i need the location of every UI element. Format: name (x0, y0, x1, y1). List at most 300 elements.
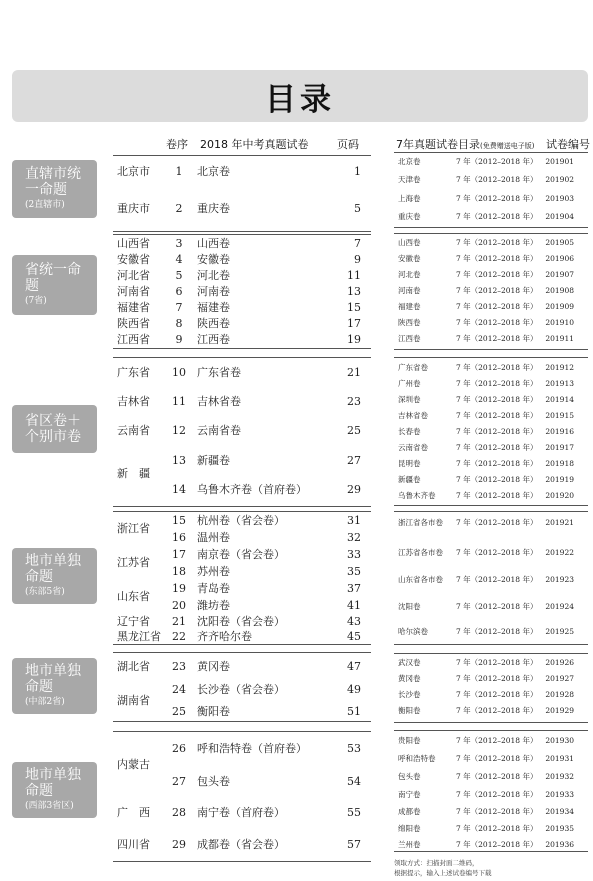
catalog-code: 201909 (545, 302, 574, 311)
province-name: 辽宁省 (117, 615, 150, 628)
catalog-row (394, 192, 588, 206)
catalog-row (394, 425, 588, 439)
province-name: 新 疆 (117, 467, 150, 480)
page-number: 25 (347, 424, 361, 437)
catalog-row (394, 377, 588, 391)
catalog-period: 7 年（2012–2018 年） (456, 395, 538, 404)
catalog-name: 云南省卷 (398, 443, 428, 452)
section-sub: (7省) (25, 296, 47, 306)
paper-name: 温州卷 (197, 531, 230, 544)
catalog-code: 201906 (545, 254, 574, 263)
catalog-row (394, 210, 588, 224)
catalog-code: 201908 (545, 286, 574, 295)
catalog-period: 7 年（2012–2018 年） (456, 379, 538, 388)
paper-row (113, 598, 371, 614)
catalog-name: 江西卷 (398, 334, 421, 343)
province-name: 山东省 (117, 590, 150, 603)
province-name: 广东省 (117, 366, 150, 379)
catalog-row (394, 805, 588, 819)
paper-name: 河北卷 (197, 269, 230, 282)
paper-number: 16 (172, 531, 186, 544)
paper-name: 新疆卷 (197, 454, 230, 467)
section-name: 地市单独 (25, 663, 81, 679)
catalog-row (394, 838, 588, 852)
catalog-code: 201918 (545, 459, 574, 468)
catalog-period: 7 年（2012–2018 年） (456, 254, 538, 263)
catalog-code: 201914 (545, 395, 574, 404)
download-instructions (394, 858, 590, 878)
paper-number: 4 (175, 253, 183, 266)
paper-name: 长沙卷（省会卷） (197, 683, 285, 696)
province-name: 北京市 (117, 165, 150, 178)
catalog-period: 7 年（2012–2018 年） (456, 548, 538, 557)
catalog-code: 201926 (545, 658, 574, 667)
paper-number: 10 (172, 366, 186, 379)
province-name: 黑龙江省 (117, 630, 161, 643)
catalog-period: 7 年（2012–2018 年） (456, 772, 538, 781)
catalog-period: 7 年（2012–2018 年） (456, 790, 538, 799)
header-page: 页码 (337, 138, 359, 151)
paper-number: 29 (172, 838, 186, 851)
catalog-name: 山西卷 (398, 238, 421, 247)
header-catalog-title: 7年真题试卷目录 (396, 138, 480, 151)
paper-name: 广东省卷 (197, 366, 241, 379)
paper-group (113, 234, 371, 349)
catalog-name: 深圳卷 (398, 395, 421, 404)
catalog-name: 绵阳卷 (398, 824, 421, 833)
catalog-row (394, 236, 588, 250)
page-number: 33 (347, 548, 361, 561)
catalog-code: 201912 (545, 363, 574, 372)
page-number: 57 (347, 838, 361, 851)
paper-row (113, 774, 371, 790)
paper-name: 苏州卷 (197, 565, 230, 578)
page-number: 17 (347, 317, 361, 330)
section-name: 省区卷＋ (25, 413, 81, 429)
paper-row (113, 300, 371, 316)
catalog-name: 上海卷 (398, 194, 421, 203)
catalog-period: 7 年（2012–2018 年） (456, 459, 538, 468)
section-sub: (西部3省区) (25, 801, 74, 811)
catalog-name: 昆明卷 (398, 459, 421, 468)
catalog-code: 201903 (545, 194, 574, 203)
catalog-row (394, 173, 588, 187)
catalog-period: 7 年（2012–2018 年） (456, 840, 538, 849)
paper-number: 3 (175, 237, 183, 250)
catalog-row (394, 704, 588, 718)
catalog-period: 7 年（2012–2018 年） (456, 674, 538, 683)
page-number: 53 (347, 742, 361, 755)
page-number: 7 (354, 237, 361, 250)
paper-group (113, 357, 371, 507)
catalog-row (394, 600, 588, 614)
paper-row (113, 530, 371, 546)
catalog-code: 201928 (545, 690, 574, 699)
catalog-code: 201927 (545, 674, 574, 683)
catalog-period: 7 年（2012–2018 年） (456, 212, 538, 221)
section-label (12, 160, 97, 218)
paper-number: 28 (172, 806, 186, 819)
paper-number: 26 (172, 742, 186, 755)
page-number: 13 (347, 285, 361, 298)
province-name: 安徽省 (117, 253, 150, 266)
paper-name: 南宁卷（首府卷） (197, 806, 285, 819)
paper-number: 13 (172, 454, 186, 467)
paper-name: 云南省卷 (197, 424, 241, 437)
catalog-name: 长春卷 (398, 427, 421, 436)
section-name: 命题 (25, 569, 53, 585)
page-number: 23 (347, 395, 361, 408)
page-number: 31 (347, 514, 361, 527)
instruction-line: 根据提示，输入上述试卷编号下载 (394, 869, 492, 877)
province-name: 湖南省 (117, 694, 150, 707)
catalog-name: 福建卷 (398, 302, 421, 311)
paper-row (113, 332, 371, 348)
page-title: 目录 (265, 81, 335, 118)
paper-number: 22 (172, 630, 186, 643)
province-name: 福建省 (117, 301, 150, 314)
province-name: 重庆市 (117, 202, 150, 215)
page-number: 21 (347, 366, 361, 379)
province-name: 广 西 (117, 806, 150, 819)
catalog-period: 7 年（2012–2018 年） (456, 270, 538, 279)
catalog-code: 201936 (545, 840, 574, 849)
catalog-code: 201905 (545, 238, 574, 247)
catalog-period: 7 年（2012–2018 年） (456, 411, 538, 420)
section-name: 一命题 (25, 182, 67, 198)
catalog-code: 201929 (545, 706, 574, 715)
paper-name: 成都卷（省会卷） (197, 838, 285, 851)
catalog-row (394, 788, 588, 802)
page-number: 11 (347, 269, 361, 282)
paper-row (113, 394, 371, 410)
page-number: 55 (347, 806, 361, 819)
catalog-row (394, 770, 588, 784)
section-name: 命题 (25, 783, 53, 799)
catalog-period: 7 年（2012–2018 年） (456, 627, 538, 636)
section-sub: (2直辖市) (25, 200, 65, 210)
catalog-period: 7 年（2012–2018 年） (456, 157, 538, 166)
paper-name: 青岛卷 (197, 582, 230, 595)
section-label (12, 762, 97, 818)
page-number: 37 (347, 582, 361, 595)
paper-number: 1 (175, 165, 183, 178)
paper-number: 19 (172, 582, 186, 595)
section-name: 省统一命 (25, 262, 81, 278)
catalog-code: 201901 (545, 157, 574, 166)
catalog-name: 河北卷 (398, 270, 421, 279)
catalog-name: 江苏省各市卷 (398, 548, 443, 557)
page-number: 1 (354, 165, 361, 178)
paper-name: 安徽卷 (197, 253, 230, 266)
paper-row (113, 252, 371, 268)
paper-row (113, 837, 371, 853)
catalog-period: 7 年（2012–2018 年） (456, 302, 538, 311)
catalog-name: 重庆卷 (398, 212, 421, 221)
paper-number: 6 (175, 285, 183, 298)
paper-name: 齐齐哈尔卷 (197, 630, 252, 643)
paper-row (113, 236, 371, 252)
catalog-code: 201911 (545, 334, 574, 343)
paper-row (113, 201, 371, 217)
province-name: 陕西省 (117, 317, 150, 330)
catalog-name: 呼和浩特卷 (398, 754, 436, 763)
catalog-row (394, 734, 588, 748)
province-name: 河南省 (117, 285, 150, 298)
catalog-period: 7 年（2012–2018 年） (456, 238, 538, 247)
paper-name: 潍坊卷 (197, 599, 230, 612)
catalog-group (394, 233, 588, 350)
paper-group (113, 511, 371, 645)
catalog-code: 201920 (545, 491, 574, 500)
catalog-row (394, 316, 588, 330)
catalog-period: 7 年（2012–2018 年） (456, 491, 538, 500)
paper-name: 北京卷 (197, 165, 230, 178)
paper-row (113, 704, 371, 720)
catalog-row (394, 300, 588, 314)
catalog-name: 武汉卷 (398, 658, 421, 667)
paper-name: 江西卷 (197, 333, 230, 346)
catalog-code: 201919 (545, 475, 574, 484)
catalog-row (394, 516, 588, 530)
paper-row (113, 741, 371, 757)
header-catalog (396, 136, 534, 152)
catalog-name: 兰州卷 (398, 840, 421, 849)
catalog-row (394, 688, 588, 702)
section-sub: (东部5省) (25, 587, 65, 597)
title-banner (12, 70, 588, 122)
paper-number: 17 (172, 548, 186, 561)
catalog-period: 7 年（2012–2018 年） (456, 475, 538, 484)
page-number: 35 (347, 565, 361, 578)
paper-name: 乌鲁木齐卷（首府卷） (197, 483, 307, 496)
paper-name: 沈阳卷（省会卷） (197, 615, 285, 628)
catalog-row (394, 268, 588, 282)
catalog-row (394, 573, 588, 587)
catalog-code: 201916 (545, 427, 574, 436)
province-name: 四川省 (117, 838, 150, 851)
catalog-code: 201930 (545, 736, 574, 745)
catalog-code: 201922 (545, 548, 574, 557)
paper-number: 15 (172, 514, 186, 527)
catalog-group (394, 511, 588, 645)
catalog-period: 7 年（2012–2018 年） (456, 736, 538, 745)
catalog-row (394, 457, 588, 471)
paper-number: 23 (172, 660, 186, 673)
paper-name: 黄冈卷 (197, 660, 230, 673)
catalog-period: 7 年（2012–2018 年） (456, 824, 538, 833)
catalog-name: 浙江省各市卷 (398, 518, 443, 527)
catalog-code: 201934 (545, 807, 574, 816)
catalog-row (394, 361, 588, 375)
paper-number: 24 (172, 683, 186, 696)
catalog-period: 7 年（2012–2018 年） (456, 658, 538, 667)
catalog-code: 201917 (545, 443, 574, 452)
paper-row (113, 268, 371, 284)
paper-row (113, 284, 371, 300)
catalog-period: 7 年（2012–2018 年） (456, 175, 538, 184)
section-name: 地市单独 (25, 553, 81, 569)
catalog-group (394, 653, 588, 723)
catalog-name: 河南卷 (398, 286, 421, 295)
catalog-group (394, 152, 588, 228)
catalog-code: 201932 (545, 772, 574, 781)
paper-row (113, 564, 371, 580)
paper-number: 5 (175, 269, 183, 282)
paper-name: 包头卷 (197, 775, 230, 788)
catalog-period: 7 年（2012–2018 年） (456, 286, 538, 295)
paper-row (113, 423, 371, 439)
catalog-name: 衡阳卷 (398, 706, 421, 715)
catalog-name: 广州卷 (398, 379, 421, 388)
catalog-code: 201907 (545, 270, 574, 279)
page-number: 9 (354, 253, 361, 266)
paper-name: 呼和浩特卷（首府卷） (197, 742, 307, 755)
catalog-name: 山东省各市卷 (398, 575, 443, 584)
paper-number: 12 (172, 424, 186, 437)
catalog-name: 乌鲁木齐卷 (398, 491, 436, 500)
paper-row (113, 164, 371, 180)
paper-name: 衡阳卷 (197, 705, 230, 718)
catalog-period: 7 年（2012–2018 年） (456, 690, 538, 699)
catalog-code: 201910 (545, 318, 574, 327)
catalog-name: 长沙卷 (398, 690, 421, 699)
province-name: 江西省 (117, 333, 150, 346)
catalog-group (394, 357, 588, 506)
catalog-name: 黄冈卷 (398, 674, 421, 683)
catalog-period: 7 年（2012–2018 年） (456, 318, 538, 327)
paper-number: 8 (175, 317, 183, 330)
catalog-row (394, 284, 588, 298)
catalog-name: 新疆卷 (398, 475, 421, 484)
catalog-code: 201924 (545, 602, 574, 611)
catalog-name: 贵阳卷 (398, 736, 421, 745)
catalog-name: 南宁卷 (398, 790, 421, 799)
catalog-code: 201921 (545, 518, 574, 527)
catalog-name: 沈阳卷 (398, 602, 421, 611)
page-number: 5 (354, 202, 361, 215)
catalog-name: 包头卷 (398, 772, 421, 781)
page-number: 29 (347, 483, 361, 496)
paper-group (113, 652, 371, 722)
catalog-row (394, 546, 588, 560)
catalog-code: 201902 (545, 175, 574, 184)
paper-row (113, 466, 371, 482)
section-sub: (中部2省) (25, 697, 65, 707)
paper-row (113, 482, 371, 498)
page-number: 41 (347, 599, 361, 612)
province-name: 内蒙古 (117, 758, 150, 771)
catalog-code: 201935 (545, 824, 574, 833)
paper-row (113, 805, 371, 821)
page-number: 43 (347, 615, 361, 628)
catalog-period: 7 年（2012–2018 年） (456, 706, 538, 715)
page-number: 27 (347, 454, 361, 467)
header-catalog-note: (免费赠送电子版) (480, 142, 535, 150)
paper-name: 重庆卷 (197, 202, 230, 215)
catalog-row (394, 625, 588, 639)
catalog-period: 7 年（2012–2018 年） (456, 518, 538, 527)
paper-name: 河南卷 (197, 285, 230, 298)
page-number: 49 (347, 683, 361, 696)
catalog-name: 广东省卷 (398, 363, 428, 372)
paper-number: 2 (175, 202, 183, 215)
catalog-name: 安徽卷 (398, 254, 421, 263)
paper-name: 山西卷 (197, 237, 230, 250)
section-name: 题 (25, 278, 39, 294)
paper-row (113, 614, 371, 630)
paper-group (113, 155, 371, 232)
instruction-line: 领取方式：扫描封面二维码， (394, 859, 479, 867)
catalog-period: 7 年（2012–2018 年） (456, 575, 538, 584)
province-name: 浙江省 (117, 522, 150, 535)
catalog-row (394, 332, 588, 346)
catalog-row (394, 752, 588, 766)
province-name: 山西省 (117, 237, 150, 250)
catalog-period: 7 年（2012–2018 年） (456, 754, 538, 763)
catalog-name: 天津卷 (398, 175, 421, 184)
paper-number: 9 (175, 333, 183, 346)
paper-row (113, 659, 371, 675)
catalog-row (394, 473, 588, 487)
catalog-period: 7 年（2012–2018 年） (456, 363, 538, 372)
paper-number: 27 (172, 775, 186, 788)
section-label (12, 405, 97, 453)
page-number: 45 (347, 630, 361, 643)
page-number: 47 (347, 660, 361, 673)
province-name: 江苏省 (117, 556, 150, 569)
paper-row (113, 316, 371, 332)
section-label (12, 255, 97, 315)
paper-number: 21 (172, 615, 186, 628)
header-seq: 卷序 (166, 138, 188, 151)
catalog-row (394, 441, 588, 455)
page-number: 19 (347, 333, 361, 346)
header-exam: 2018 年中考真题试卷 (200, 138, 309, 151)
paper-number: 14 (172, 483, 186, 496)
paper-name: 南京卷（省会卷） (197, 548, 285, 561)
catalog-name: 吉林省卷 (398, 411, 428, 420)
section-name: 命题 (25, 679, 53, 695)
paper-number: 7 (175, 301, 183, 314)
catalog-code: 201931 (545, 754, 574, 763)
catalog-period: 7 年（2012–2018 年） (456, 194, 538, 203)
catalog-row (394, 252, 588, 266)
section-label (12, 548, 97, 604)
catalog-row (394, 393, 588, 407)
paper-name: 杭州卷（省会卷） (197, 514, 285, 527)
province-name: 云南省 (117, 424, 150, 437)
catalog-row (394, 489, 588, 503)
catalog-period: 7 年（2012–2018 年） (456, 334, 538, 343)
paper-number: 18 (172, 565, 186, 578)
province-name: 河北省 (117, 269, 150, 282)
header-code: 试卷编号 (546, 138, 590, 151)
catalog-period: 7 年（2012–2018 年） (456, 602, 538, 611)
paper-row (113, 365, 371, 381)
catalog-group (394, 730, 588, 852)
catalog-name: 陕西卷 (398, 318, 421, 327)
catalog-code: 201904 (545, 212, 574, 221)
catalog-period: 7 年（2012–2018 年） (456, 443, 538, 452)
paper-row (113, 629, 371, 645)
catalog-code: 201933 (545, 790, 574, 799)
paper-number: 25 (172, 705, 186, 718)
province-name: 湖北省 (117, 660, 150, 673)
page-number: 32 (347, 531, 361, 544)
paper-group (113, 731, 371, 862)
catalog-code: 201925 (545, 627, 574, 636)
